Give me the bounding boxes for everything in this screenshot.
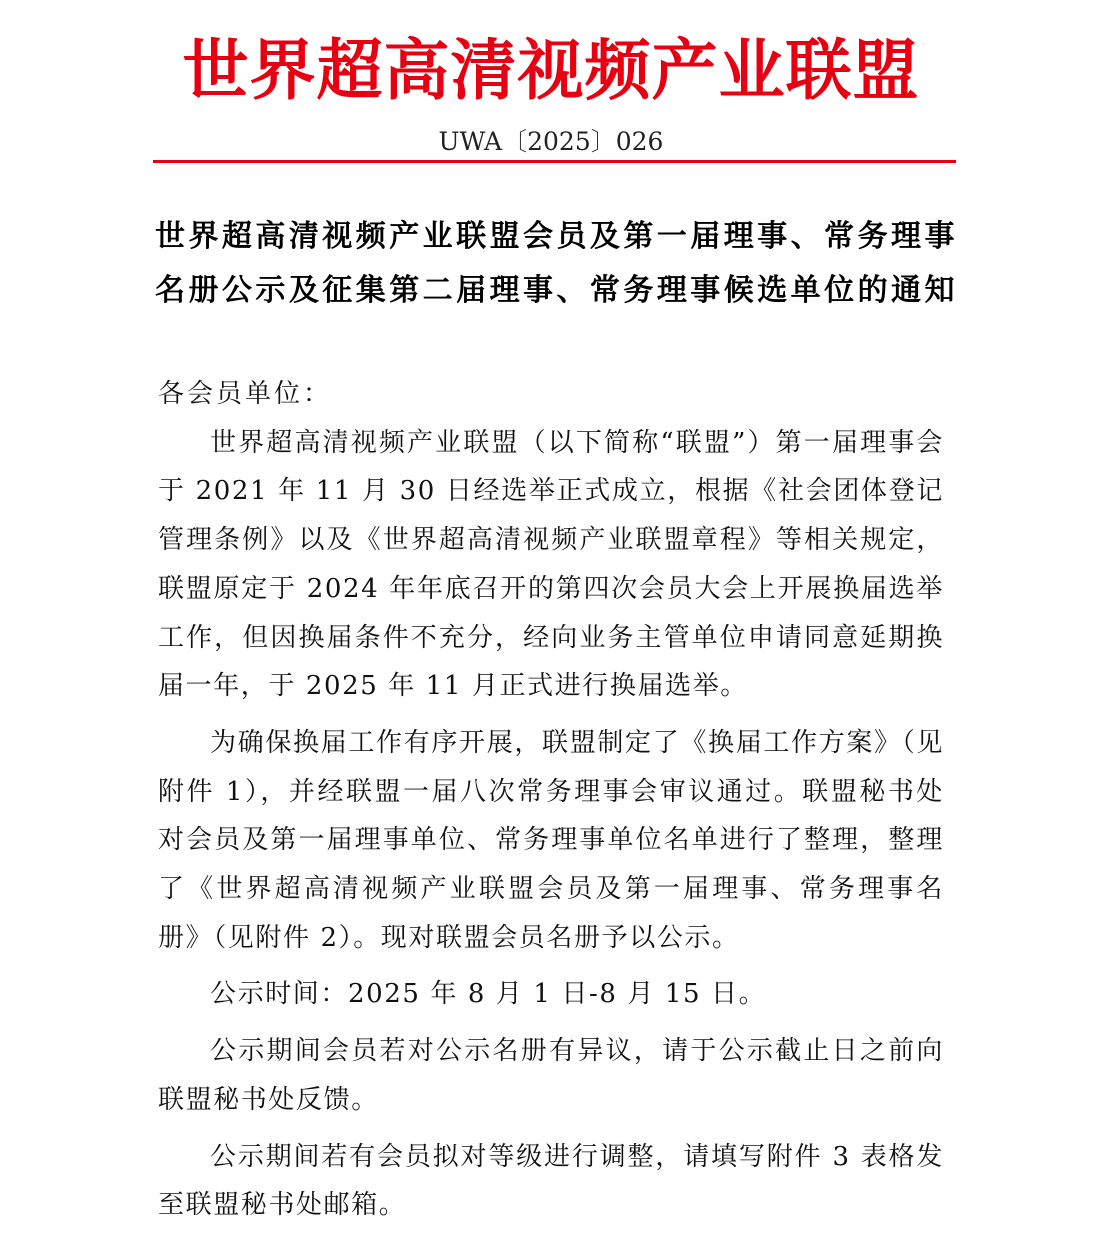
body-paragraph-5: 公示期间若有会员拟对等级进行调整，请填写附件 3 表格发至联盟秘书处邮箱。 [158,1141,944,1221]
salutation: 各会员单位： [158,379,333,409]
body-paragraph-1: 世界超高清视频产业联盟（以下简称“联盟”）第一届理事会于 2021 年 11 月 30 日经选举正式成立，根据《社会团体登记管理条例》以及《世界超高清视频产业联盟章程》等相关规定，联盟原定于 2024 年年底召开的第四次会员大会上开展换届选举工作，但因换届条件不充分，经向业务主管单位申请同意延期换届一年，于 2025 年 11 月正式进行换届选举。 [158,427,944,702]
body-paragraph-2: 为确保换届工作有序开展，联盟制定了《换届工作方案》（见附件 1），并经联盟一届八次常务理事会审议通过。联盟秘书处对会员及第一届理事单位、常务理事单位名单进行了整理，整理了《世界超高清视频产业联盟会员及第一届理事、常务理事名册》（见附件 2）。现对联盟会员名册予以公示。 [158,727,944,953]
title-line-1: 世界超高清视频产业联盟会员及第一届理事、常务理事 [155,219,955,254]
body-paragraph-3: 公示时间：2025 年 8 月 1 日-8 月 15 日。 [210,979,767,1010]
title-line-2: 名册公示及征集第二届理事、常务理事候选单位的通知 [155,273,955,308]
org-masthead: 世界超高清视频产业联盟 [182,31,920,109]
body-paragraph-4: 公示期间会员若对公示名册有异议，请于公示截止日之前向联盟秘书处反馈。 [158,1036,944,1115]
red-divider-line [153,160,956,163]
document-body [158,370,944,1238]
document-number: UWA〔2025〕026 [438,127,664,156]
document-title [155,210,955,318]
